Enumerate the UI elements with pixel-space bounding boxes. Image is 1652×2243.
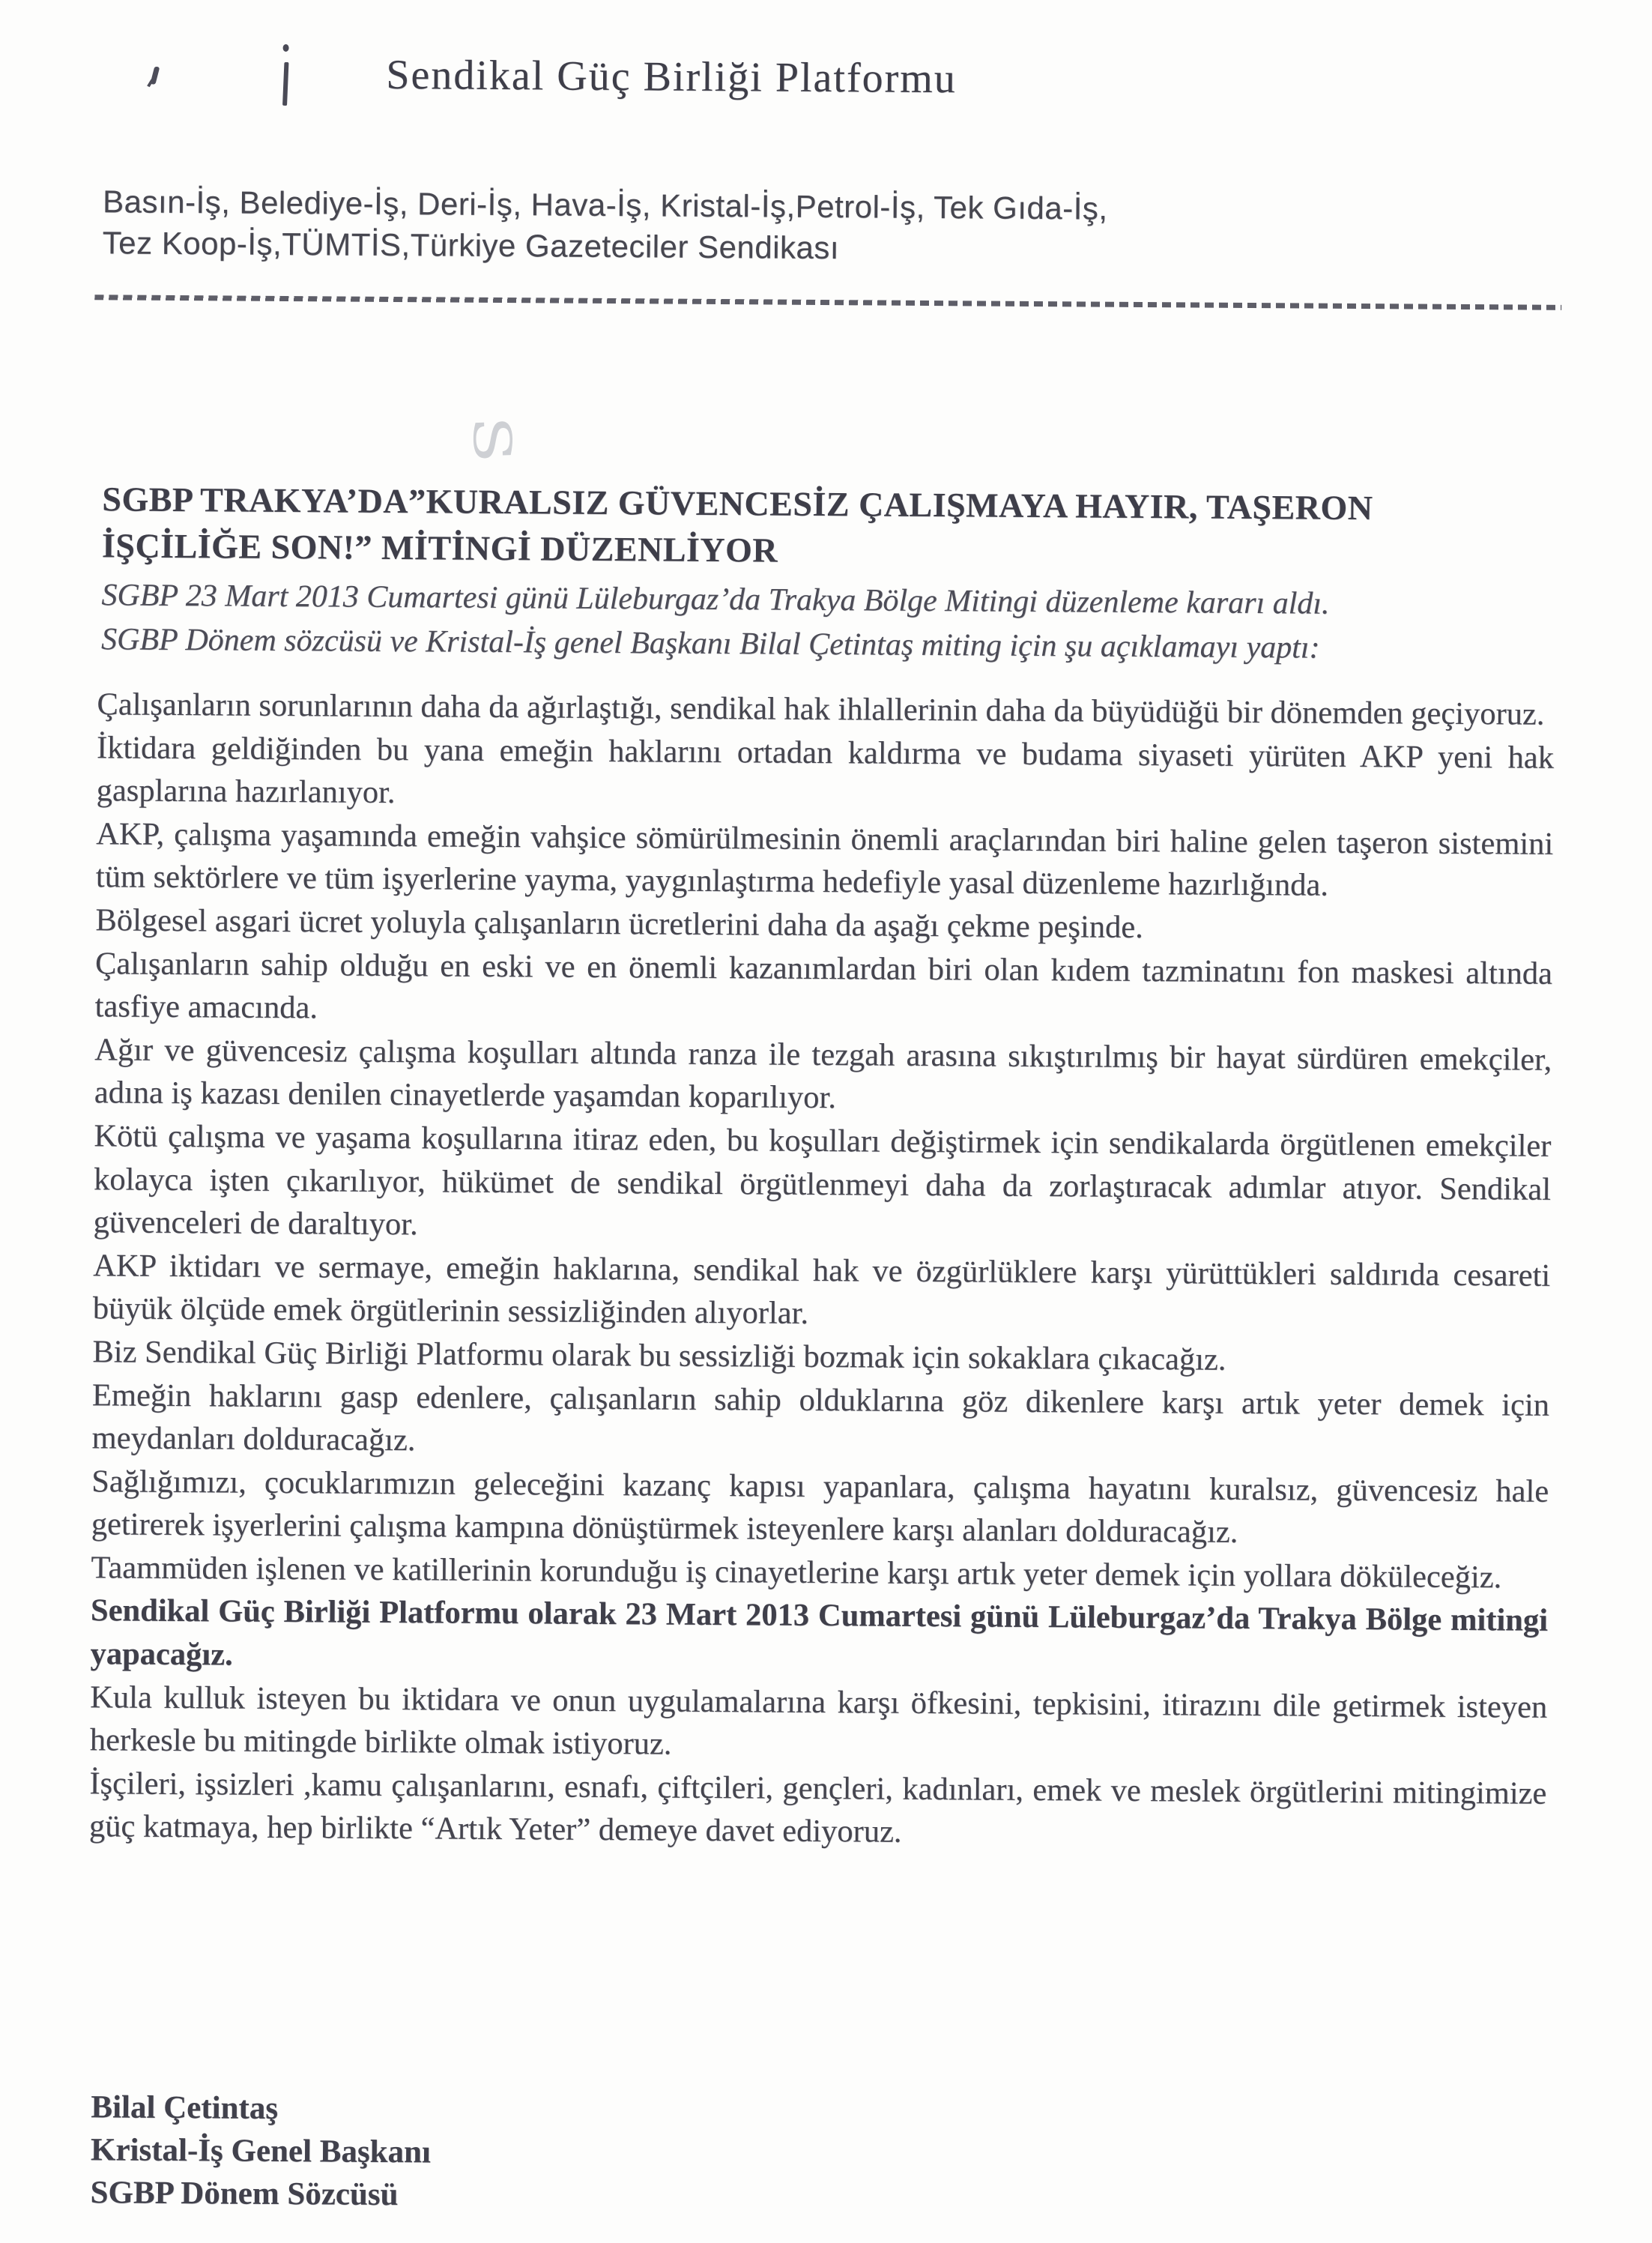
body-paragraph: Kötü çalışma ve yaşama koşullarına itiraz eden, bu koşulları değiştirmek için sendikalarda örgütlenen emekçiler kolayca işten çıkarılıyor, hükümet de sendikal örgütlenmeyi daha da zorlaştıracak adımlar atıyor. Sendikal güvenceleri de daraltıyor. <box>93 1118 1552 1243</box>
signature-title: Kristal-İş Genel Başkanı <box>90 2132 432 2170</box>
body-paragraph-bold: Sendikal Güç Birliği Platformu olarak 23 Mart 2013 Cumartesi günü Lüleburgaz’da Trakya Bölge mitingi yapacağız. <box>90 1593 1549 1673</box>
signature-name: Bilal Çetintaş <box>91 2089 279 2126</box>
body-paragraph: Emeğin haklarını gasp edenlere, çalışanların sahip olduklarına göz dikenlere karşı artık yeter demek için meydanları dolduracağız. <box>91 1377 1550 1458</box>
member-union-list <box>103 181 1108 270</box>
page-title: Sendikal Güç Birliği Platformu <box>386 51 957 103</box>
body-paragraph: Çalışanların sorunlarının daha da ağırlaştığı, sendikal hak ihlallerinin daha da büyüdüğü bir dönemden geçiyoruz. <box>97 686 1545 732</box>
headline-line: İŞÇİLİĞE SON!” MİTİNGİ DÜZENLİYOR <box>101 526 778 570</box>
body-paragraph: Çalışanların sahip olduğu en eski ve en önemli kazanımlardan biri olan kıdem tazminatını fon maskesi altında tasfiye amacında. <box>94 945 1553 1026</box>
lede-line: SGBP Dönem sözcüsü ve Kristal-İş genel Başkanı Bilal Çetintaş miting için şu açıklamayı yaptı: <box>100 622 1320 665</box>
signature-block <box>90 2086 431 2216</box>
scan-speck-artifact <box>150 67 160 85</box>
signature-title: SGBP Dönem Sözcüsü <box>90 2175 399 2213</box>
body-text <box>89 683 1555 1859</box>
body-paragraph: Biz Sendikal Güç Birliği Platformu olarak bu sessizliği bozmak için sokaklara çıkacağız. <box>92 1334 1226 1377</box>
body-paragraph: AKP iktidarı ve sermaye, emeğin haklarına, sendikal hak ve özgürlüklere karşı yürüttükleri saldırıda cesareti büyük ölçüde emek örgütlerinin sessizliğinden alıyorlar. <box>92 1247 1551 1332</box>
body-paragraph: Ağır ve güvencesiz çalışma koşulları altında ranza ile tezgah arasına sıkıştırılmış bir hayat sürdüren emekçiler, adına iş kazası denilen cinayetlerde yaşamdan koparılıyor. <box>94 1031 1552 1116</box>
scan-speck-artifact <box>283 44 289 52</box>
body-paragraph: İktidara geldiğinden bu yana emeğin haklarını ortadan kaldırma ve budama siyaseti yürüten AKP yeni hak gasplarına hazırlanıyor. <box>96 729 1555 811</box>
body-paragraph: İşçileri, işsizleri ,kamu çalışanlarını, esnafı, çiftçileri, gençleri, kadınları, emek ve meslek örgütlerini mitingimize güç katmaya, hep birlikte “Artık Yeter” demeye davet ediyoruz. <box>88 1766 1547 1850</box>
body-paragraph: Kula kulluk isteyen bu iktidara ve onun uygulamalarına karşı öfkesini, tepkisini, itirazını dile getirmek isteyen herkesle bu mitingde birlikte olmak istiyoruz. <box>89 1679 1548 1762</box>
lede-line: SGBP 23 Mart 2013 Cumartesi günü Lüleburgaz’da Trakya Bölge Mitingi düzenleme kararı aldı. <box>101 578 1330 621</box>
body-paragraph: Taammüden işlenen ve katillerinin korunduğu iş cinayetlerine karşı artık yeter demek için yollara döküleceğiz. <box>91 1550 1502 1596</box>
member-union-list-line: Basın-İş, Belediye-İş, Deri-İş, Hava-İş, Kristal-İş,Petrol-İş, Tek Gıda-İş, <box>102 184 1108 226</box>
body-paragraph: AKP, çalışma yaşamında emeğin vahşice sömürülmesinin önemli araçlarından biri haline gelen taşeron sistemini tüm sektörlere ve tüm işyerlerine yayma, yaygınlaştırma hedefiyle yasal düzenleme hazırlığında. <box>95 816 1554 904</box>
lede <box>101 573 1330 670</box>
headline-line: SGBP TRAKYA’DA”KURALSIZ GÜVENCESİZ ÇALIŞMAYA HAYIR, TAŞERON <box>102 480 1373 528</box>
headline <box>102 476 1373 578</box>
member-union-list-line: Tez Koop-İş,TÜMTİS,Türkiye Gazeteciler Sendikası <box>102 225 840 266</box>
dashed-divider <box>94 295 1561 310</box>
body-paragraph: Bölgesel asgari ücret yoluyla çalışanların ücretlerini daha da aşağı çekme peşinde. <box>95 902 1143 945</box>
pencil-mark-artifact: S <box>461 414 523 465</box>
scan-speck-artifact <box>282 62 288 106</box>
body-paragraph: Sağlığımızı, çocuklarımızın geleceğini kazanç kapısı yapanlara, çalışma hayatını kuralsız, güvencesiz hale getirerek işyerlerini çalışma kampına dönüştürmek isteyenlere karşı alanları dolduracağız. <box>91 1463 1549 1551</box>
